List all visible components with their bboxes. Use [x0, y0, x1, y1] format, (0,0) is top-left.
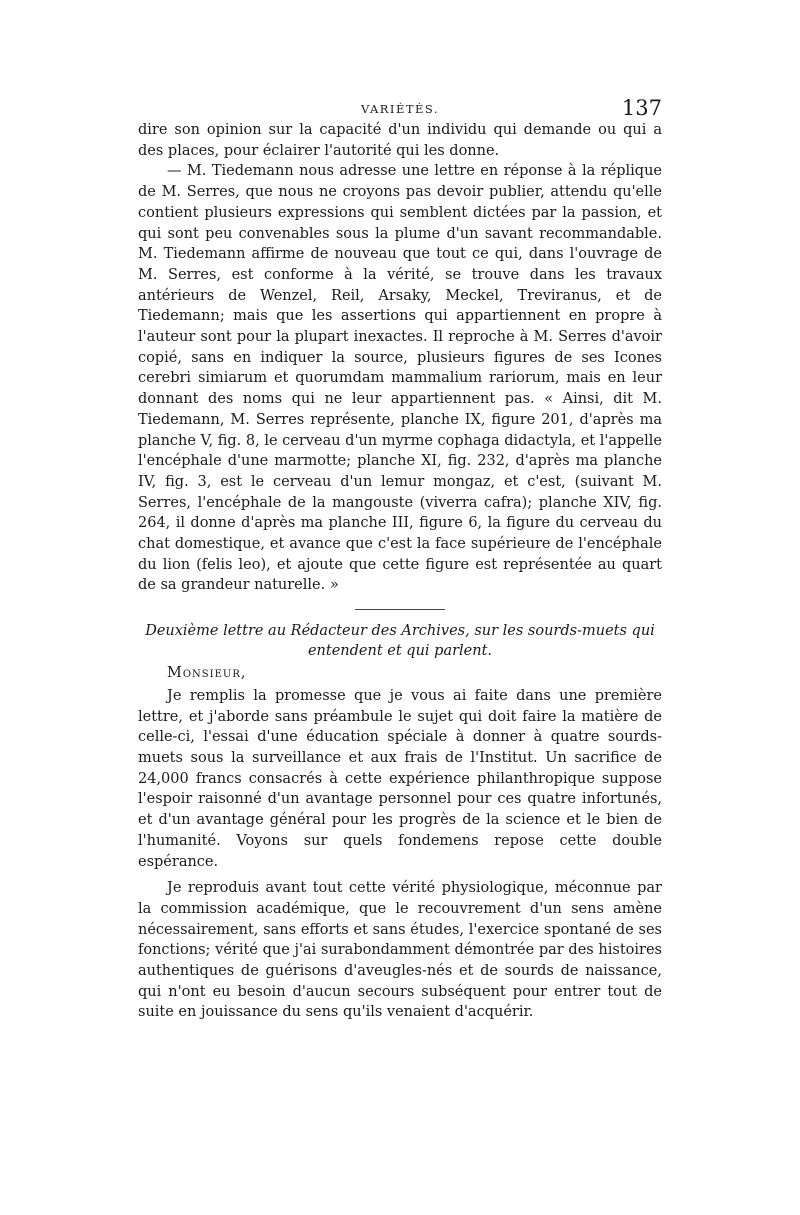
letter-paragraph-2: Je reproduis avant tout cette vérité physiologique, méconnue par la commission académique, que le recouvrement d'un sens amène nécessairement, sans efforts et sans études, l'exercice spontané de ses fonctions; vérité que j'ai surabondamment démontrée par des histoires authentiques de guérisons d'aveugles-nés et de sourds de naissance, qui n'ont eu besoin d'aucun secours subséquent pour entrer tout de suite en jouissance du sens qu'ils venaient d'acquérir.: [138, 880, 662, 1021]
book-page: [138, 96, 662, 1023]
letter-salutation: Monsieur,: [167, 665, 247, 682]
page-number: 137: [621, 96, 662, 120]
letter-title-line1: Deuxième lettre au Rédacteur des Archives, sur les sourds-muets qui: [145, 623, 655, 640]
running-title: VARIÉTÉS.: [360, 102, 440, 116]
running-head: [138, 96, 662, 120]
paragraph-continuation: dire son opinion sur la capacité d'un individu qui demande ou qui a des places, pour éclairer l'autorité qui les donne.: [138, 122, 662, 159]
section-divider: [355, 609, 445, 610]
letter-title: [138, 621, 662, 661]
letter-paragraph-1: Je remplis la promesse que je vous ai faite dans une première lettre, et j'aborde sans préambule le sujet qui doit faire la matière de celle-ci, l'essai d'une éducation spéciale à donner à quatre sourds-muets sous la surveillance et aux frais de l'Institut. Un sacrifice de 24,000 francs consacrés à cette expérience philanthropique suppose l'espoir raisonné d'un avantage personnel pour ces quatre infortunés, et d'un avantage général pour les progrès de la science et le bien de l'humanité. Voyons sur quels fondemens repose cette double espérance.: [138, 687, 662, 870]
letter-title-line2: entendent et qui parlent.: [307, 643, 493, 660]
paragraph-tiedemann: — M. Tiedemann nous adresse une lettre en réponse à la réplique de M. Serres, que nous ne croyons pas devoir publier, attendu qu'elle contient plusieurs expressions qui semblent dictées par la passion, et qui sont peu convenables sous la plume d'un savant recommandable. M. Tiedemann affirme de nouveau que tout ce qui, dans l'ouvrage de M. Serres, est conforme à la vérité, se trouve dans les travaux antérieurs de Wenzel, Reil, Arsaky, Meckel, Treviranus, et de Tiedemann; mais que les assertions qui appartiennent en propre à l'auteur sont pour la plupart inexactes. Il reproche à M. Serres d'avoir copié, sans en indiquer la source, plusieurs figures de ses Icones cerebri simiarum et quorumdam mammalium rariorum, mais en leur donnant des noms qui ne leur appartiennent pas. « Ainsi, dit M. Tiedemann, M. Serres représente, planche IX, figure 201, d'après ma planche V, fig. 8, le cerveau d'un myrme cophaga didactyla, et l'appelle l'encéphale d'une marmotte; planche XI, fig. 232, d'après ma planche IV, fig. 3, est le cerveau d'un lemur mongaz, et c'est, (suivant M. Serres, l'encéphale de la mangouste (viverra cafra); planche XIV, fig. 264, il donne d'après ma planche III, figure 6, la figure du cerveau du chat domestique, et avance que c'est la face supérieure de l'encéphale du lion (felis leo), et ajoute que cette figure est représentée au quart de sa grandeur naturelle. »: [138, 163, 662, 594]
